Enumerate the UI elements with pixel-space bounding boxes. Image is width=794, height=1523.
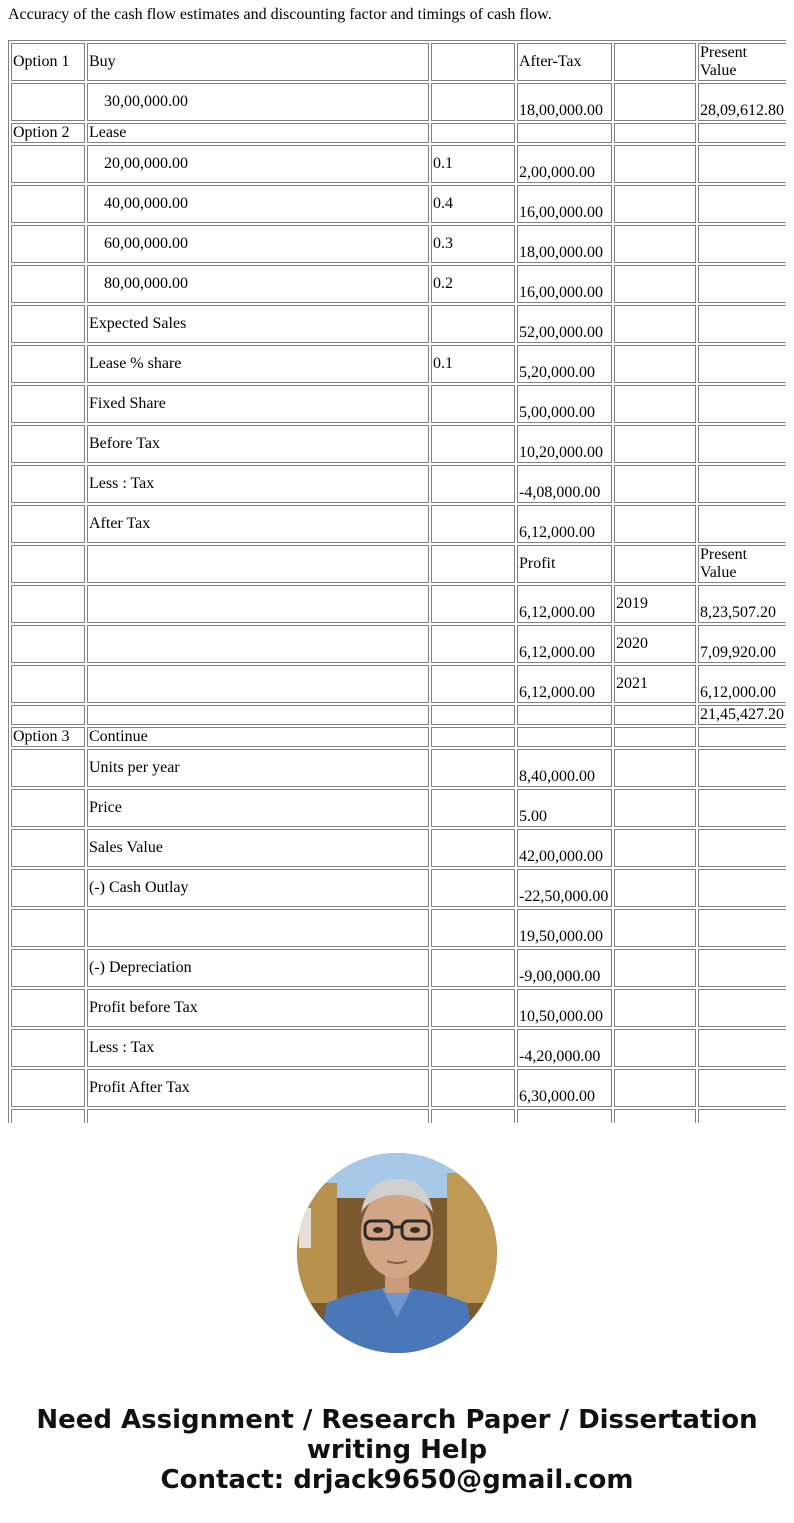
table-cell xyxy=(87,585,429,623)
table-cell: 0.4 xyxy=(431,185,515,223)
table-cell xyxy=(698,749,786,787)
table-cell xyxy=(614,225,696,263)
table-cell xyxy=(431,505,515,543)
table-cell xyxy=(614,145,696,183)
table-row xyxy=(11,585,786,623)
table-cell: 8,23,507.20 xyxy=(698,585,786,623)
table-cell: Lease % share xyxy=(87,345,429,383)
table-cell: 5,20,000.00 xyxy=(517,345,612,383)
table-cell xyxy=(614,869,696,907)
table-cell: 60,00,000.00 xyxy=(87,225,429,263)
table-cell xyxy=(698,465,786,503)
table-row xyxy=(11,425,786,463)
table-cell xyxy=(11,185,85,223)
table-cell xyxy=(87,1109,429,1123)
table-row xyxy=(11,829,786,867)
table-cell: 52,00,000.00 xyxy=(517,305,612,343)
table-cell xyxy=(431,83,515,121)
table-cell xyxy=(698,869,786,907)
table-cell xyxy=(11,1109,85,1123)
table-cell xyxy=(614,829,696,867)
footer-line-2: writing Help xyxy=(306,1435,488,1465)
table-row xyxy=(11,949,786,987)
table-cell xyxy=(431,123,515,143)
table-row xyxy=(11,1029,786,1067)
table-cell: 16,00,000.00 xyxy=(517,185,612,223)
table-cell xyxy=(614,727,696,747)
table-cell xyxy=(698,225,786,263)
table-cell xyxy=(11,265,85,303)
table-cell xyxy=(431,869,515,907)
table-cell xyxy=(614,425,696,463)
table-row xyxy=(11,505,786,543)
table-cell xyxy=(431,1029,515,1067)
table-row xyxy=(11,145,786,183)
table-row xyxy=(11,345,786,383)
table-cell xyxy=(431,385,515,423)
table-cell: 2,00,000.00 xyxy=(517,145,612,183)
table-cell: -22,50,000.00 xyxy=(517,869,612,907)
table-cell xyxy=(11,909,85,947)
table-cell xyxy=(11,789,85,827)
table-row xyxy=(11,265,786,303)
table-cell: Before Tax xyxy=(87,425,429,463)
table-cell xyxy=(698,505,786,543)
table-cell: -9,00,000.00 xyxy=(517,949,612,987)
table-cell xyxy=(11,1069,85,1107)
table-cell xyxy=(11,829,85,867)
table-cell xyxy=(614,1069,696,1107)
table-cell xyxy=(614,185,696,223)
table-cell xyxy=(517,727,612,747)
table-cell xyxy=(614,1109,696,1123)
table-cell xyxy=(11,1029,85,1067)
table-cell: Profit xyxy=(517,545,612,583)
table-cell: (-) Cash Outlay xyxy=(87,869,429,907)
table-cell: Less : Tax xyxy=(87,1029,429,1067)
table-cell: 80,00,000.00 xyxy=(87,265,429,303)
table-cell: Price xyxy=(87,789,429,827)
table-cell: 0.1 xyxy=(431,145,515,183)
table-cell xyxy=(11,869,85,907)
table-cell: Continue xyxy=(87,727,429,747)
table-cell xyxy=(698,989,786,1027)
table-cell xyxy=(431,625,515,663)
table-cell: Expected Sales xyxy=(87,305,429,343)
table-cell xyxy=(11,225,85,263)
table-cell xyxy=(431,705,515,725)
table-cell xyxy=(698,185,786,223)
table-cell xyxy=(431,749,515,787)
table-cell xyxy=(11,145,85,183)
table-cell xyxy=(698,829,786,867)
table-cell: Units per year xyxy=(87,749,429,787)
table-cell xyxy=(614,989,696,1027)
table-cell: 10,50,000.00 xyxy=(517,989,612,1027)
table-cell xyxy=(698,909,786,947)
table-cell xyxy=(87,909,429,947)
table-cell: 19,50,000.00 xyxy=(517,909,612,947)
table-cell xyxy=(431,1109,515,1123)
table-cell: 16,00,000.00 xyxy=(517,265,612,303)
author-photo xyxy=(297,1153,497,1353)
table-row xyxy=(11,1069,786,1107)
table-cell: Profit After Tax xyxy=(87,1069,429,1107)
table-row xyxy=(11,1109,786,1123)
table-cell xyxy=(698,425,786,463)
table-cell xyxy=(614,789,696,827)
table-cell: 28,09,612.80 xyxy=(698,83,786,121)
table-cell: 5,00,000.00 xyxy=(517,385,612,423)
table-cell xyxy=(11,585,85,623)
table-cell xyxy=(614,385,696,423)
table-cell xyxy=(614,545,696,583)
table-cell xyxy=(11,465,85,503)
table-cell xyxy=(614,265,696,303)
table-cell xyxy=(431,545,515,583)
table-row xyxy=(11,909,786,947)
table-cell: 7,09,920.00 xyxy=(698,625,786,663)
table-cell: 6,12,000.00 xyxy=(517,625,612,663)
table-row xyxy=(11,727,786,747)
table-cell xyxy=(431,43,515,81)
table-cell: 6,30,000.00 xyxy=(517,1069,612,1107)
table-row xyxy=(11,789,786,827)
table-row xyxy=(11,665,786,703)
table-cell: Fixed Share xyxy=(87,385,429,423)
table-cell xyxy=(431,909,515,947)
table-cell: 40,00,000.00 xyxy=(87,185,429,223)
table-cell xyxy=(698,145,786,183)
table-cell: 8,40,000.00 xyxy=(517,749,612,787)
table-cell xyxy=(431,665,515,703)
table-cell: 6,12,000.00 xyxy=(517,585,612,623)
table-cell xyxy=(614,505,696,543)
table-cell xyxy=(614,749,696,787)
table-row xyxy=(11,225,786,263)
table-cell xyxy=(614,705,696,725)
table-cell xyxy=(431,305,515,343)
table-cell xyxy=(698,385,786,423)
table-cell: 5.00 xyxy=(517,789,612,827)
table-cell xyxy=(517,123,612,143)
table-row xyxy=(11,869,786,907)
table-cell: Option 1 xyxy=(11,43,85,81)
table-cell xyxy=(614,83,696,121)
table-cell: 42,00,000.00 xyxy=(517,829,612,867)
table-cell xyxy=(431,829,515,867)
table-cell xyxy=(614,43,696,81)
table-cell xyxy=(431,789,515,827)
table-cell xyxy=(431,1069,515,1107)
table-row xyxy=(11,43,786,81)
table-cell: Sales Value xyxy=(87,829,429,867)
table-cell xyxy=(11,749,85,787)
table-cell: 2019 xyxy=(614,585,696,623)
table-row xyxy=(11,989,786,1027)
footer-banner xyxy=(0,1405,794,1495)
table-cell xyxy=(11,625,85,663)
table-cell xyxy=(431,585,515,623)
table-cell xyxy=(517,1109,612,1123)
footer-contact: Contact: drjack9650@gmail.com xyxy=(160,1465,634,1495)
table-cell xyxy=(11,545,85,583)
table-cell: Present Value xyxy=(698,43,786,81)
table-row xyxy=(11,83,786,121)
table-cell: 6,12,000.00 xyxy=(517,505,612,543)
table-cell xyxy=(698,305,786,343)
table-cell: 18,00,000.00 xyxy=(517,225,612,263)
table-cell xyxy=(11,705,85,725)
table-cell: 0.3 xyxy=(431,225,515,263)
table-cell xyxy=(87,625,429,663)
table-cell: Lease xyxy=(87,123,429,143)
table-cell: 0.2 xyxy=(431,265,515,303)
table-row xyxy=(11,465,786,503)
table-cell xyxy=(698,949,786,987)
table-cell xyxy=(11,385,85,423)
table-cell: 30,00,000.00 xyxy=(87,83,429,121)
table-cell xyxy=(11,505,85,543)
table-cell xyxy=(698,1029,786,1067)
table-cell xyxy=(698,727,786,747)
table-cell xyxy=(11,989,85,1027)
table-cell xyxy=(614,305,696,343)
table-cell: 18,00,000.00 xyxy=(517,83,612,121)
table-cell: 2020 xyxy=(614,625,696,663)
table-row xyxy=(11,545,786,583)
table-cell xyxy=(11,425,85,463)
table-cell xyxy=(87,545,429,583)
table-cell xyxy=(698,123,786,143)
table-cell: Option 2 xyxy=(11,123,85,143)
table-cell xyxy=(11,665,85,703)
table-cell: Profit before Tax xyxy=(87,989,429,1027)
table-cell: After-Tax xyxy=(517,43,612,81)
footer-line-1: Need Assignment / Research Paper / Dissertation xyxy=(36,1405,758,1435)
table-cell xyxy=(431,425,515,463)
table-cell: 6,12,000.00 xyxy=(698,665,786,703)
table-cell: 21,45,427.20 xyxy=(698,705,786,725)
table-row xyxy=(11,185,786,223)
table-cell xyxy=(698,265,786,303)
table-cell xyxy=(614,909,696,947)
table-cell xyxy=(698,1109,786,1123)
portrait-image xyxy=(297,1153,497,1353)
table-row xyxy=(11,625,786,663)
table-cell: Option 3 xyxy=(11,727,85,747)
table-cell xyxy=(614,345,696,383)
table-cell xyxy=(11,305,85,343)
table-cell: Buy xyxy=(87,43,429,81)
table-cell: 0.1 xyxy=(431,345,515,383)
table-cell xyxy=(614,949,696,987)
table-cell: 6,12,000.00 xyxy=(517,665,612,703)
table-cell xyxy=(698,1069,786,1107)
table-cell: -4,20,000.00 xyxy=(517,1029,612,1067)
table-cell xyxy=(698,789,786,827)
cash-flow-table xyxy=(8,40,786,1123)
table-row xyxy=(11,305,786,343)
table-cell xyxy=(11,83,85,121)
intro-text: Accuracy of the cash flow estimates and discounting factor and timings of cash flow. xyxy=(8,6,552,23)
table-cell: (-) Depreciation xyxy=(87,949,429,987)
table-container xyxy=(8,40,786,1123)
table-cell xyxy=(614,1029,696,1067)
table-row xyxy=(11,385,786,423)
table-cell: After Tax xyxy=(87,505,429,543)
table-cell xyxy=(614,123,696,143)
table-row xyxy=(11,705,786,725)
table-cell: 2021 xyxy=(614,665,696,703)
table-cell: 10,20,000.00 xyxy=(517,425,612,463)
table-cell: -4,08,000.00 xyxy=(517,465,612,503)
table-cell xyxy=(11,345,85,383)
table-cell xyxy=(87,665,429,703)
table-cell xyxy=(87,705,429,725)
table-cell: Less : Tax xyxy=(87,465,429,503)
table-row xyxy=(11,123,786,143)
table-cell xyxy=(11,949,85,987)
table-cell xyxy=(431,465,515,503)
table-cell: 20,00,000.00 xyxy=(87,145,429,183)
table-row xyxy=(11,749,786,787)
table-cell xyxy=(698,345,786,383)
table-cell xyxy=(517,705,612,725)
table-cell xyxy=(431,727,515,747)
table-cell xyxy=(431,989,515,1027)
table-cell xyxy=(431,949,515,987)
table-cell: Present Value xyxy=(698,545,786,583)
table-cell xyxy=(614,465,696,503)
